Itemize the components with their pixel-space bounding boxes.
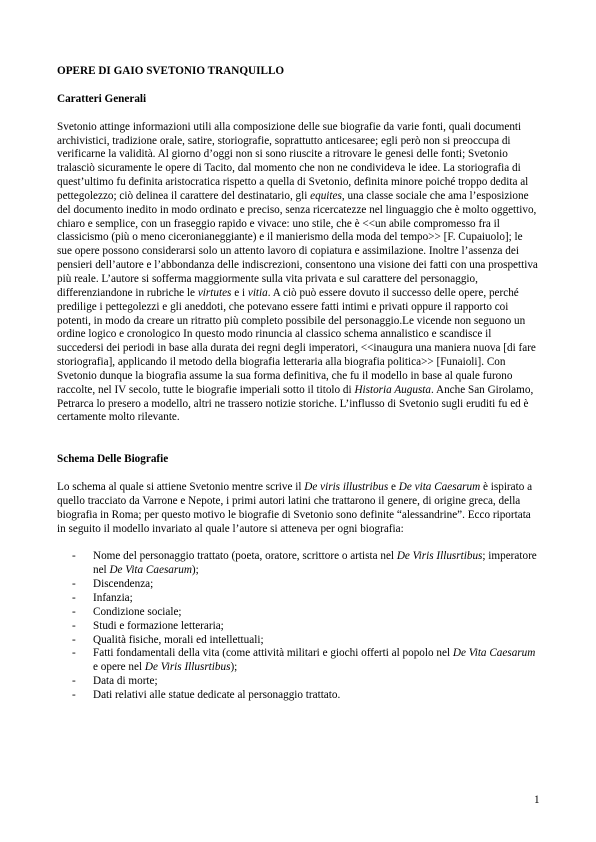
text-run: Data di morte; — [93, 675, 158, 688]
list-dash: - — [72, 633, 76, 646]
list-item — [57, 634, 540, 648]
list-item-text — [93, 620, 224, 632]
text-run: ); — [191, 564, 199, 577]
list-item — [57, 578, 540, 592]
list-item-text — [93, 675, 158, 687]
text-run: ); — [230, 661, 238, 674]
list-item-text — [93, 647, 535, 673]
section-paragraph — [57, 481, 540, 536]
list-item — [57, 620, 540, 634]
list-item-text — [93, 634, 264, 646]
text-run: Fatti fondamentali della vita (come attività militari e giochi offerti al popolo nel — [93, 647, 453, 660]
list-dash: - — [72, 675, 76, 688]
section-heading-schema: Schema Delle Biografie — [57, 453, 169, 466]
section-heading-caratteri: Caratteri Generali — [57, 92, 147, 105]
text-run: e i — [231, 286, 248, 299]
list-dash: - — [72, 605, 76, 618]
italic-text: De viris illustribus — [304, 481, 389, 494]
page-number: 1 — [534, 794, 540, 806]
italic-text: Historia Augusta — [354, 383, 432, 396]
section-paragraph — [57, 121, 540, 426]
document-page — [57, 65, 540, 703]
list-item — [57, 550, 540, 578]
text-run: e — [388, 481, 399, 494]
italic-text: De Viris Illusrtibus — [144, 661, 231, 674]
text-run: e opere nel — [93, 661, 145, 674]
text-run: . Anche San Girolamo, Petrarca lo presero a modello, altri ne trassero notizie storiche. L’influsso di Svetonio sugli eruditi fu ed è certamente molto rilevante. — [57, 383, 534, 424]
text-run: , una classe sociale che ama l’esposizione del documento inedito in modo ordinato e preciso, senza ricercatezze nel linguaggio che è molto oggettivo, chiaro e semplice, con un fraseggio rapido e vivace: uno stile, che è <<un abile compromesso fra il classicismo (più o meno ciceronianeggiante) e il manierismo della moda del tempo>> [F. Cupaiuolo]; le sue opere possono considerarsi solo un attento lavoro di copiatura e assimilazione. Inoltre l’assenza dei pensieri dell’autore e l’abbondanza delle indiscrezioni, consentono una visione dei fatti con una prospettiva più reale. L’autore si sofferma maggiormente sulla vita privata e sul carattere del personaggio, differenziandone in rubriche le — [57, 189, 538, 299]
text-run: Nome del personaggio trattato (poeta, oratore, scrittore o artista nel — [93, 550, 397, 563]
list-dash: - — [72, 647, 76, 660]
list-item-text — [93, 592, 133, 604]
biography-schema-list — [57, 550, 540, 702]
list-item-text — [93, 606, 182, 618]
list-item — [57, 675, 540, 689]
list-item-text — [93, 689, 340, 701]
text-run: Lo schema al quale si attiene Svetonio mentre scrive il — [57, 481, 305, 494]
text-run: ; imperatore nel — [93, 550, 537, 577]
text-run: . A ciò può essere dovuto il successo delle opere, perché predilige i pettegolezzi e gli aneddoti, che potevano essere fatti intimi e privati oppure il rapporto coi potenti, in modo da creare un ritratto più completo possibile del personaggio.Le vicende non seguono un ordine logico e cronologico In questo modo rinuncia al classico schema annalistico e scandisce il succedersi dei periodi in base alla durata dei regni degli imperatori, <<inaugura una maniera nuova [di fare storiografia], applicando il metodo della biografia letteraria alla biografia politica>> [Funaioli]. Con Svetonio dunque la biografia assume la sua forma definitiva, che fu il modello in base al quale furono raccolte, nel IV secolo, tutte le biografie imperiali sotto il titolo di — [57, 286, 536, 396]
text-run: Discendenza; — [93, 578, 154, 591]
list-item — [57, 606, 540, 620]
text-run: è ispirato a quello tracciato da Varrone e Nepote, i primi autori latini che trattarono il genere, di origine greca, della biografia in Roma; per questo motivo le biografie di Svetonio sono definite “alessandrine”. Ecco riportata in seguito il modello invariato al quale l’autore si atteneva per ogni biografia: — [57, 481, 533, 535]
list-item — [57, 647, 540, 675]
text-run: Studi e formazione letteraria; — [93, 619, 224, 632]
italic-text: De Vita Caesarum — [109, 564, 192, 577]
text-run: Condizione sociale; — [93, 605, 182, 618]
text-run: Infanzia; — [93, 592, 133, 604]
italic-text: De Viris Illusrtibus — [396, 550, 483, 563]
text-run: Dati relativi alle statue dedicate al personaggio trattato. — [93, 688, 341, 701]
list-item-text — [93, 550, 537, 576]
text-run: Svetonio attinge informazioni utili alla composizione delle sue biografie da varie fonti, quali documenti archivistici, tradizione orale, satire, storiografie, soprattutto anticesaree; egli però non si preoccupa di verificarne la validità. Al giorno d’oggi non si sono riuscite a ritrovare le genesi delle fonti; Svetonio tralasciò sicuramente le opere di Tacito, dal momento che non ne condivideva le idee. La storiografia di quest’ultimo fu definita aristocratica rispetto a quella di Svetonio, definita minore poiché troppo dedita al pettegolezzo; ciò delinea il carattere del destinatario, gli — [57, 120, 529, 202]
text-run: Qualità fisiche, morali ed intellettuali; — [93, 633, 264, 646]
list-item-text — [93, 578, 153, 590]
italic-text: De vita Caesarum — [398, 481, 481, 494]
list-dash: - — [72, 592, 76, 604]
list-dash: - — [72, 619, 76, 632]
italic-text: equites — [310, 189, 342, 202]
list-item — [57, 592, 540, 606]
italic-text: De Vita Caesarum — [452, 647, 536, 660]
list-dash: - — [72, 688, 76, 701]
list-dash: - — [72, 550, 76, 563]
document-title: OPERE DI GAIO SVETONIO TRANQUILLO — [57, 65, 285, 77]
italic-text: virtutes — [197, 286, 232, 299]
list-item — [57, 689, 540, 703]
italic-text: vitia — [247, 286, 268, 299]
list-dash: - — [72, 578, 76, 591]
